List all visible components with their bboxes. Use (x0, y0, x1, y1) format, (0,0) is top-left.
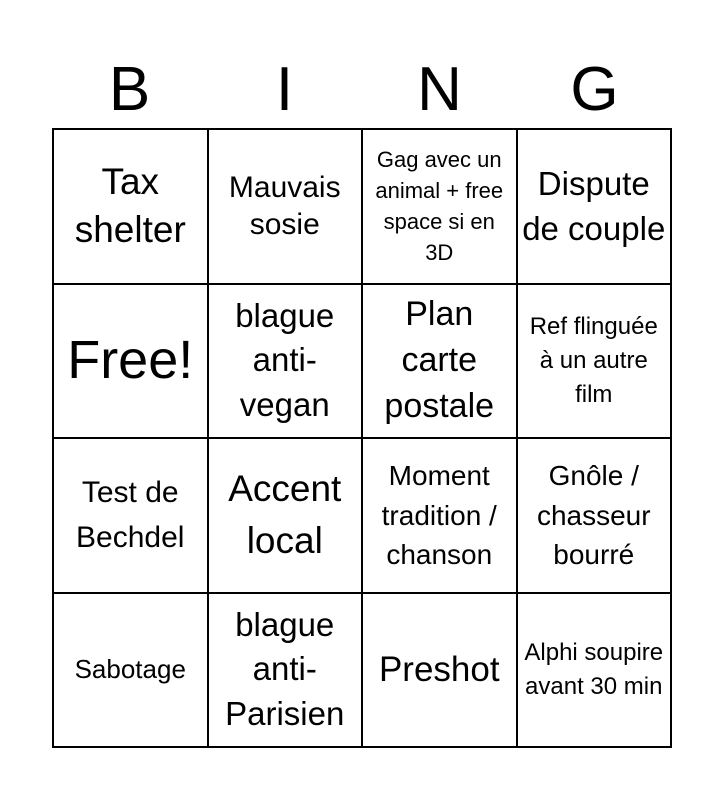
bingo-cell-r4c4[interactable] (518, 594, 673, 749)
cell-label: Tax shelter (74, 161, 186, 251)
bingo-cell-r3c1[interactable] (54, 439, 209, 594)
bingo-cell-r4c3[interactable] (363, 594, 518, 749)
bingo-cell-r1c1[interactable] (54, 130, 209, 285)
cell-label: Dispute de couple (522, 164, 666, 248)
cell-label: Moment tradition / chanson (381, 460, 497, 570)
cell-label: blague anti-Parisien (225, 605, 345, 733)
cell-label: Sabotage (74, 653, 186, 684)
cell-label: Gnôle / chasseur bourré (536, 460, 651, 570)
bingo-cell-r1c2[interactable] (209, 130, 364, 285)
bingo-cell-r3c2[interactable] (209, 439, 364, 594)
bingo-cell-r3c3[interactable] (363, 439, 518, 594)
header-letter-b: B (108, 55, 151, 124)
cell-label: Mauvais sosie (228, 170, 341, 242)
free-space-label: Free! (67, 330, 194, 391)
bingo-cell-r4c1[interactable] (54, 594, 209, 749)
bingo-cell-r4c2[interactable] (209, 594, 364, 749)
bingo-cell-r2c4[interactable] (518, 285, 673, 440)
bingo-card (52, 128, 672, 748)
bingo-cell-r1c4[interactable] (518, 130, 673, 285)
header-letter-g: G (570, 55, 619, 124)
bingo-header (52, 52, 672, 128)
bingo-cell-r2c2[interactable] (209, 285, 364, 440)
bingo-cell-free[interactable] (54, 285, 209, 440)
bingo-cell-r1c3[interactable] (363, 130, 518, 285)
cell-label: Plan carte postale (384, 294, 495, 425)
cell-label: Ref flinguée à un autre film (529, 312, 658, 408)
cell-label: Alphi soupire avant 30 min (524, 638, 664, 700)
bingo-cell-r3c4[interactable] (518, 439, 673, 594)
cell-label: Accent local (228, 468, 342, 562)
header-letter-i: I (275, 55, 294, 124)
cell-label: Test de Bechdel (76, 476, 185, 555)
header-letter-n: N (417, 55, 462, 124)
bingo-cell-r2c3[interactable] (363, 285, 518, 440)
cell-label: Gag avec un animal + free space si en 3D (375, 146, 504, 266)
cell-label: Preshot (378, 650, 500, 689)
cell-label: blague anti-vegan (235, 296, 335, 424)
